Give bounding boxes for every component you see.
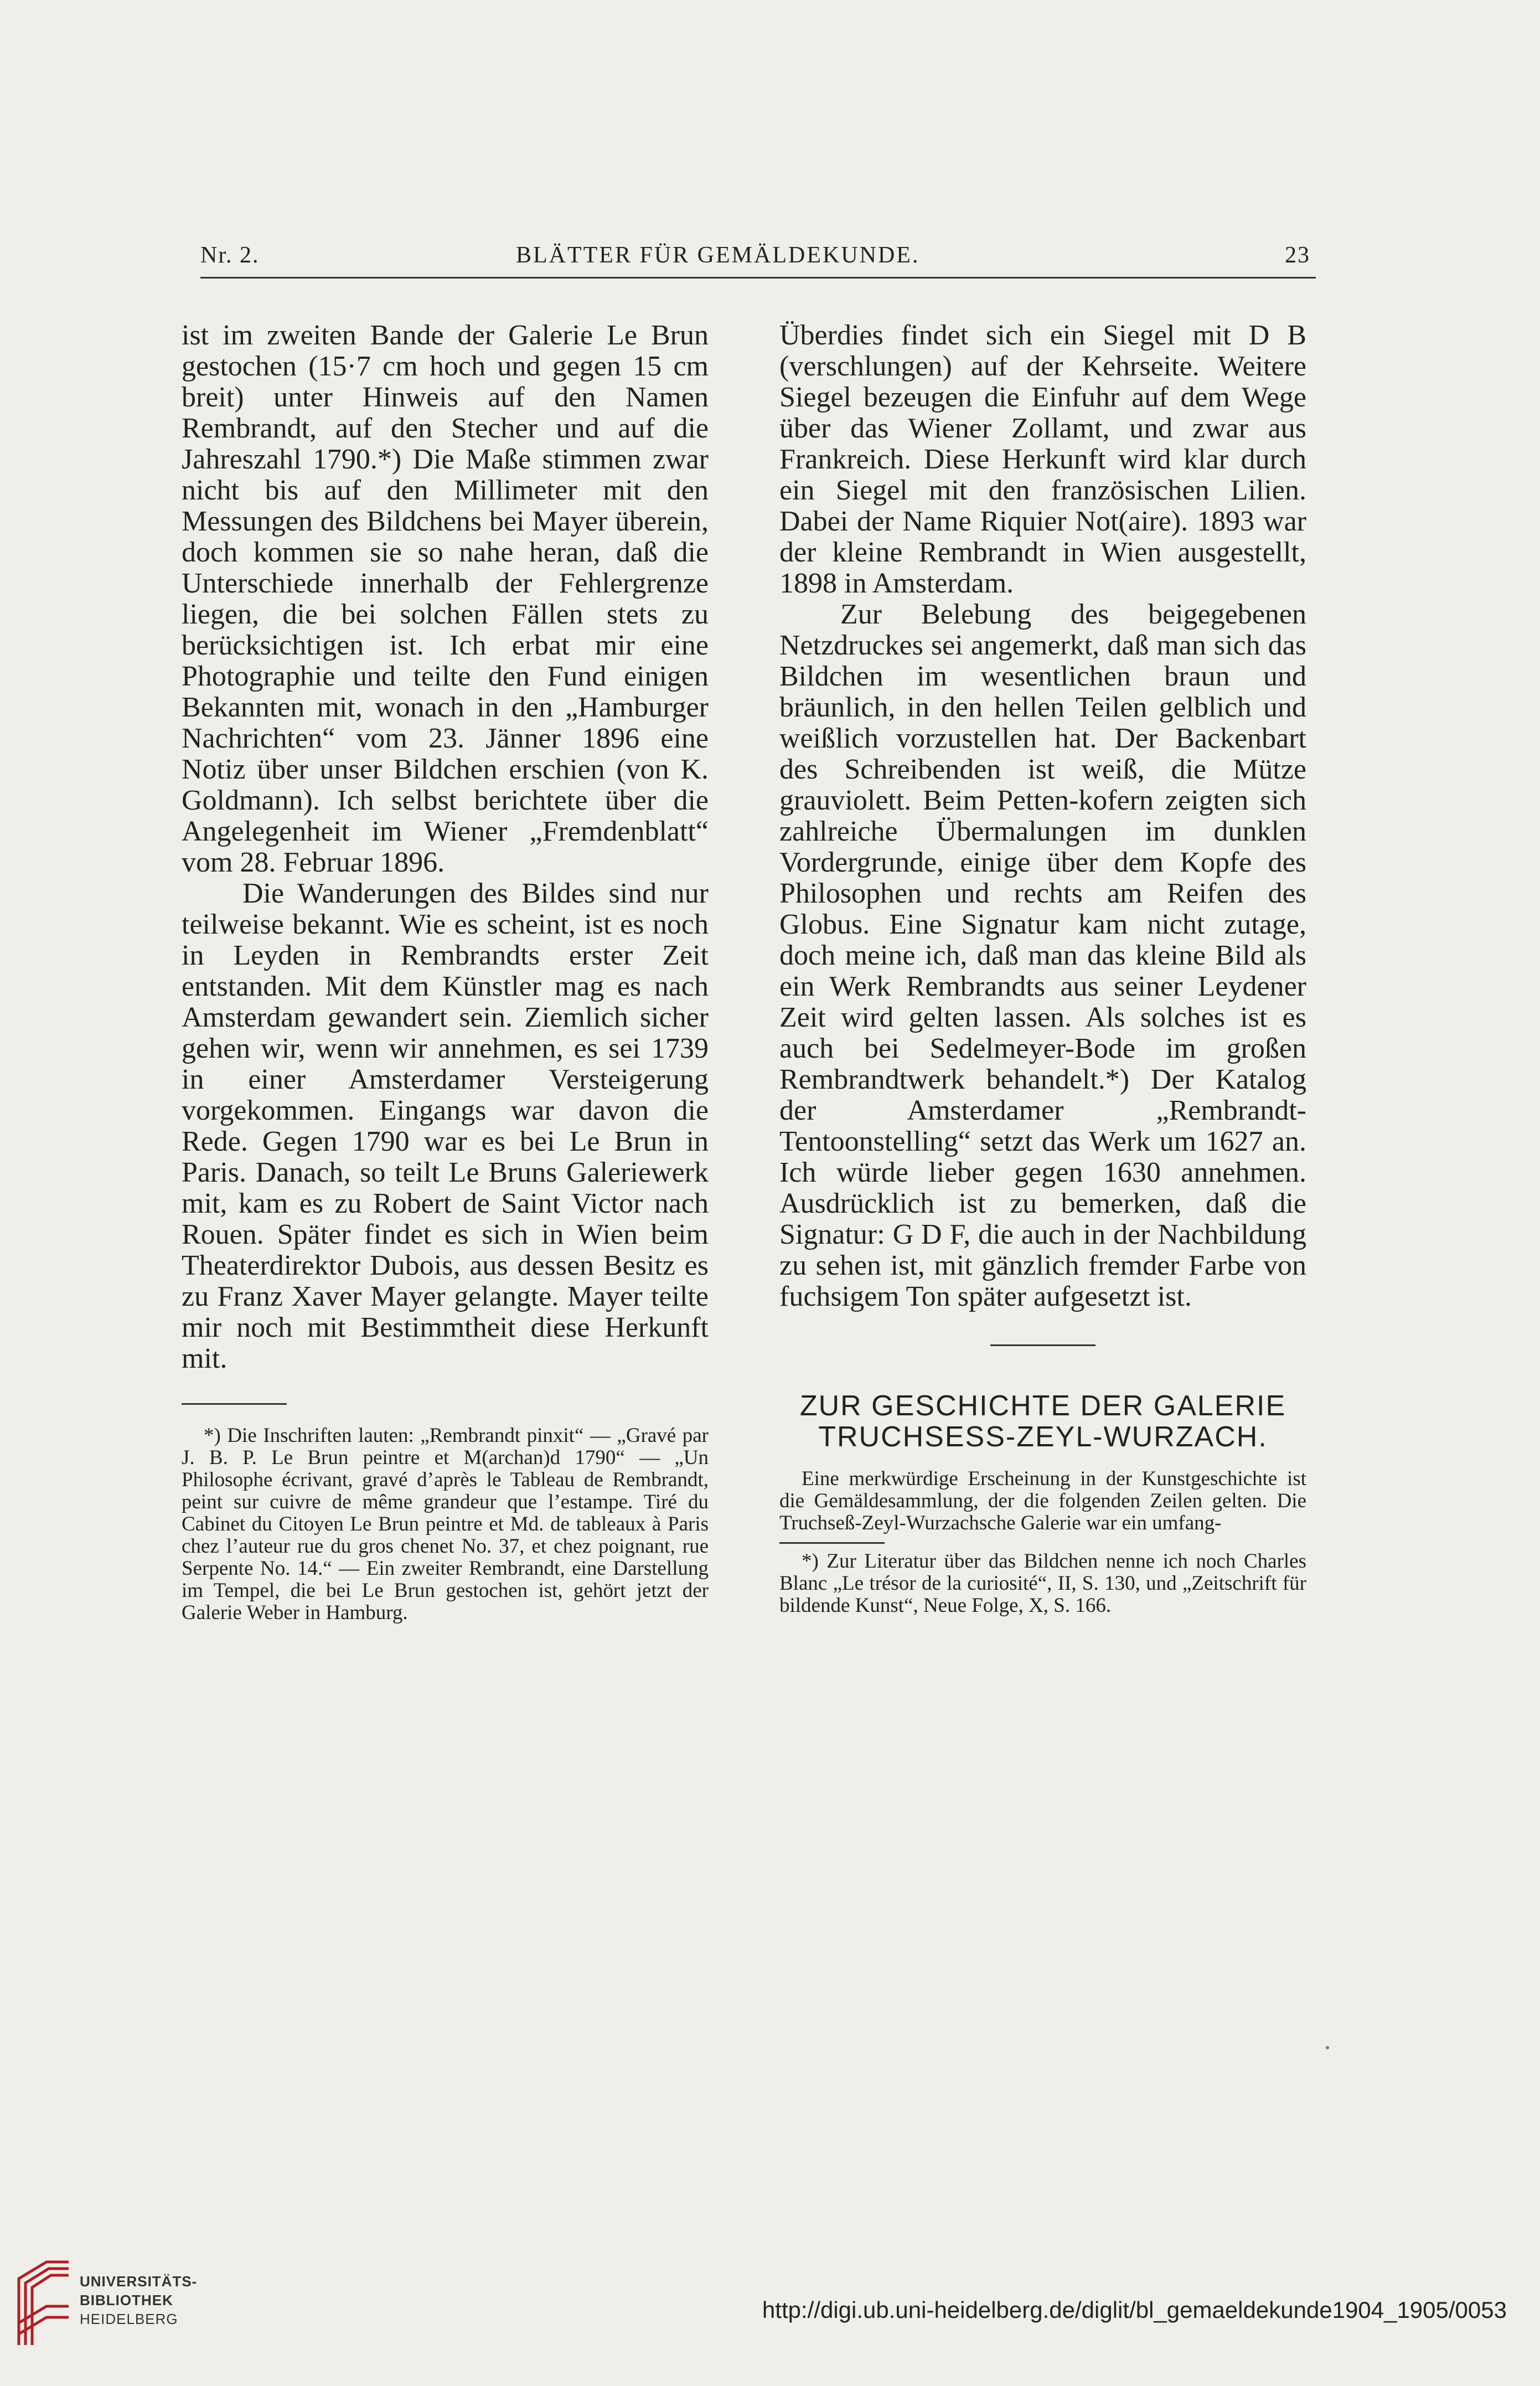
left-column bbox=[182, 320, 709, 1624]
left-paragraph-1: ist im zweiten Bande der Galerie Le Brun gestochen (15·7 cm hoch und gegen 15 cm breit) unter Hinweis auf den Namen Rembrandt, auf den Stecher und auf die Jahreszahl 1790.*) Die Maße stimmen zwar nicht bis auf den Millimeter mit den Messungen des Bildchens bei Mayer überein, doch kommen sie so nahe heran, daß die Unterschiede innerhalb der Fehlergrenze liegen, die bei solchen Fällen stets zu berücksichtigen ist. Ich erbat mir eine Photographie und teilte den Fund einigen Bekannten mit, wonach in den „Hamburger Nachrichten“ vom 23. Jänner 1896 eine Notiz über unser Bildchen erschien (von K. Goldmann). Ich selbst berichtete über die Angelegenheit im Wiener „Fremdenblatt“ vom 28. Februar 1896. bbox=[182, 319, 709, 878]
left-footnote-text: *) Die Inschriften lauten: „Rembrandt pinxit“ — „Gravé par J. B. P. Le Brun peintre et M(archan)d 1790“ — „Un Philosophe écrivant, gravé d’après le Tableau de Rembrandt, peint sur cuivre de même grandeur que l’estampe. Tiré du Cabinet du Citoyen Le Brun peintre et Md. de tableaux à Paris chez l’auteur rue du gros chenet No. 37, et chez poignant, rue Serpente No. 14.“ — Ein zweiter Rembrandt, eine Darstellung im Tempel, die bei Le Brun gestochen ist, gehört jetzt der Galerie Weber in Hamburg. bbox=[182, 1424, 709, 1624]
library-logo bbox=[13, 2256, 246, 2362]
right-column bbox=[779, 320, 1306, 1617]
page-number: 23 bbox=[1285, 243, 1310, 268]
source-url[interactable]: http://digi.ub.uni-heidelberg.de/diglit/bl_gemaeldekunde1904_1905/0053 bbox=[762, 2297, 1507, 2323]
scan-speck bbox=[1326, 2046, 1329, 2049]
right-footnote-divider bbox=[779, 1542, 885, 1544]
section-title-line-2: TRUCHSESS-ZEYL-WURZACH. bbox=[818, 1421, 1268, 1453]
section-intro-text: Eine merkwürdige Erscheinung in der Kunstgeschichte ist die Gemäldesammlung, der die folgenden Zeilen gelten. Die Truchseß-Zeyl-Wurzachsche Galerie war ein umfang- bbox=[779, 1467, 1306, 1534]
right-footnote bbox=[779, 1550, 1306, 1617]
section-title bbox=[779, 1390, 1306, 1452]
section-intro bbox=[779, 1468, 1306, 1534]
right-footnote-text: *) Zur Literatur über das Bildchen nenne ich noch Charles Blanc „Le trésor de la curiosité“, II, S. 130, und „Zeitschrift für bildende Kunst“, Neue Folge, X, S. 166. bbox=[779, 1550, 1306, 1617]
left-paragraph-2: Die Wanderungen des Bildes sind nur teilweise bekannt. Wie es scheint, ist es noch in Leyden in Rembrandts erster Zeit entstanden. Mit dem Künstler mag es nach Amsterdam gewandert sein. Ziemlich sicher gehen wir, wenn wir annehmen, es sei 1739 in einer Amsterdamer Versteigerung vorgekommen. Eingangs war davon die Rede. Gegen 1790 war es bei Le Brun in Paris. Danach, so teilt Le Bruns Galeriewerk mit, kam es zu Robert de Saint Victor nach Rouen. Später findet es sich in Wien beim Theaterdirektor Dubois, aus dessen Besitz es zu Franz Xaver Mayer gelangte. Mayer teilte mir noch mit Bestimmtheit diese Herkunft mit. bbox=[182, 878, 709, 1374]
footnote-divider bbox=[182, 1403, 287, 1405]
library-name-line-1: UNIVERSITÄTS- bbox=[80, 2273, 198, 2290]
right-paragraph-1: Überdies findet sich ein Siegel mit D B (verschlungen) auf der Kehrseite. Weitere Siegel bezeugen die Einfuhr auf dem Wege über das Wiener Zollamt, und zwar aus Frankreich. Diese Herkunft wird klar durch ein Siegel mit den französischen Lilien. Dabei der Name Riquier Not(aire). 1893 war der kleine Rembrandt in Wien ausgestellt, 1898 in Amsterdam. bbox=[779, 319, 1306, 599]
library-name-line-3: HEIDELBERG bbox=[80, 2311, 178, 2327]
left-footnote bbox=[182, 1425, 709, 1624]
running-header bbox=[200, 235, 1316, 279]
section-divider bbox=[990, 1344, 1095, 1346]
library-name bbox=[80, 2272, 197, 2328]
library-name-line-2: BIBLIOTHEK bbox=[80, 2292, 173, 2308]
issue-number: Nr. 2. bbox=[200, 243, 260, 268]
journal-title: BLÄTTER FÜR GEMÄLDEKUNDE. bbox=[516, 243, 920, 268]
right-paragraph-2: Zur Belebung des beigegebenen Netzdruckes sei angemerkt, daß man sich das Bildchen im wesentlichen braun und bräunlich, in den hellen Teilen gelblich und weißlich vorzustellen hat. Der Backenbart des Schreibenden ist weiß, die Mütze grauviolett. Beim Petten-kofern zeigten sich zahlreiche Übermalungen im dunklen Vordergrunde, einige über dem Kopfe des Philosophen und rechts am Reifen des Globus. Eine Signatur kam nicht zutage, doch meine ich, daß man das kleine Bild als ein Werk Rembrandts aus seiner Leydener Zeit wird gelten lassen. Als solches ist es auch bei Sedelmeyer-Bode im großen Rembrandtwerk behandelt.*) Der Katalog der Amsterdamer „Rembrandt-Tentoonstelling“ setzt das Werk um 1627 an. Ich würde lieber gegen 1630 annehmen. Ausdrücklich ist zu bemerken, daß die Signatur: G D F, die auch in der Nachbildung zu sehen ist, mit gänzlich fremder Farbe von fuchsigem Ton später aufgesetzt ist. bbox=[779, 599, 1306, 1312]
section-title-line-1: ZUR GESCHICHTE DER GALERIE bbox=[799, 1390, 1286, 1422]
library-emblem-icon bbox=[13, 2256, 74, 2351]
